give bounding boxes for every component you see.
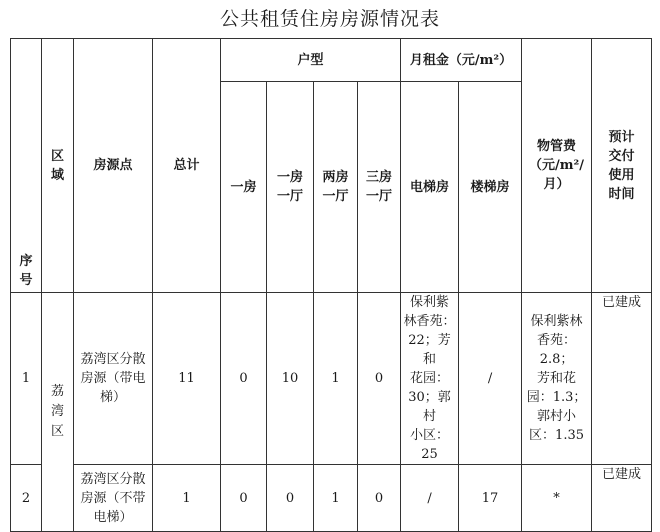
- header-room3-hall1: 三房 一厅: [358, 82, 401, 293]
- header-room2-hall1: 两房 一厅: [314, 82, 358, 293]
- header-unit-type: 户型: [221, 39, 401, 82]
- header-elevator: 电梯房: [401, 82, 459, 293]
- cell-room1-hall1: 10: [267, 293, 314, 465]
- header-room1-hall1: 一房 一厅: [267, 82, 314, 293]
- cell-room1: 0: [221, 293, 267, 465]
- header-source: 房源点: [74, 39, 153, 293]
- cell-total: 11: [153, 293, 221, 465]
- header-mgmt-fee: 物管费 （元/m²/ 月）: [522, 39, 592, 293]
- cell-elevator: 保利紫 林香苑： 22；芳和 花园： 30；郭村 小区：25: [401, 293, 459, 465]
- cell-seq: 1: [11, 293, 42, 465]
- cell-room3-hall1: 0: [358, 465, 401, 532]
- header-seq: 序 号: [11, 39, 42, 293]
- cell-room2-hall1: 1: [314, 465, 358, 532]
- header-total: 总计: [153, 39, 221, 293]
- table-row: [11, 293, 652, 465]
- document-title: 公共租赁住房房源情况表: [219, 8, 440, 30]
- cell-room2-hall1: 1: [314, 293, 358, 465]
- cell-district-text: 荔湾区: [50, 384, 64, 439]
- header-stair: 楼梯房: [459, 82, 522, 293]
- cell-elevator: /: [401, 465, 459, 532]
- header-district: 区 域: [42, 39, 74, 293]
- cell-source: 荔湾区分散 房源（带电 梯）: [74, 293, 153, 465]
- header-room1: 一房: [221, 82, 267, 293]
- housing-table: [10, 38, 652, 532]
- cell-delivery: 已建成: [592, 465, 652, 532]
- cell-mgmt-fee: *: [522, 465, 592, 532]
- cell-stair: /: [459, 293, 522, 465]
- cell-room1: 0: [221, 465, 267, 532]
- cell-room1-hall1: 0: [267, 465, 314, 532]
- cell-room3-hall1: 0: [358, 293, 401, 465]
- cell-source: 荔湾区分散 房源（不带 电梯）: [74, 465, 153, 532]
- table-row: [11, 465, 652, 532]
- cell-stair: 17: [459, 465, 522, 532]
- cell-mgmt-fee: 保利紫林 香苑：2.8； 芳和花 园：1.3； 郭村小 区：1.35: [522, 293, 592, 465]
- cell-seq: 2: [11, 465, 42, 532]
- header-rent: 月租金（元/m²）: [401, 39, 522, 82]
- cell-total: 1: [153, 465, 221, 532]
- header-delivery: 预计 交付 使用 时间: [592, 39, 652, 293]
- cell-delivery: 已建成: [592, 293, 652, 465]
- cell-district: [42, 293, 74, 532]
